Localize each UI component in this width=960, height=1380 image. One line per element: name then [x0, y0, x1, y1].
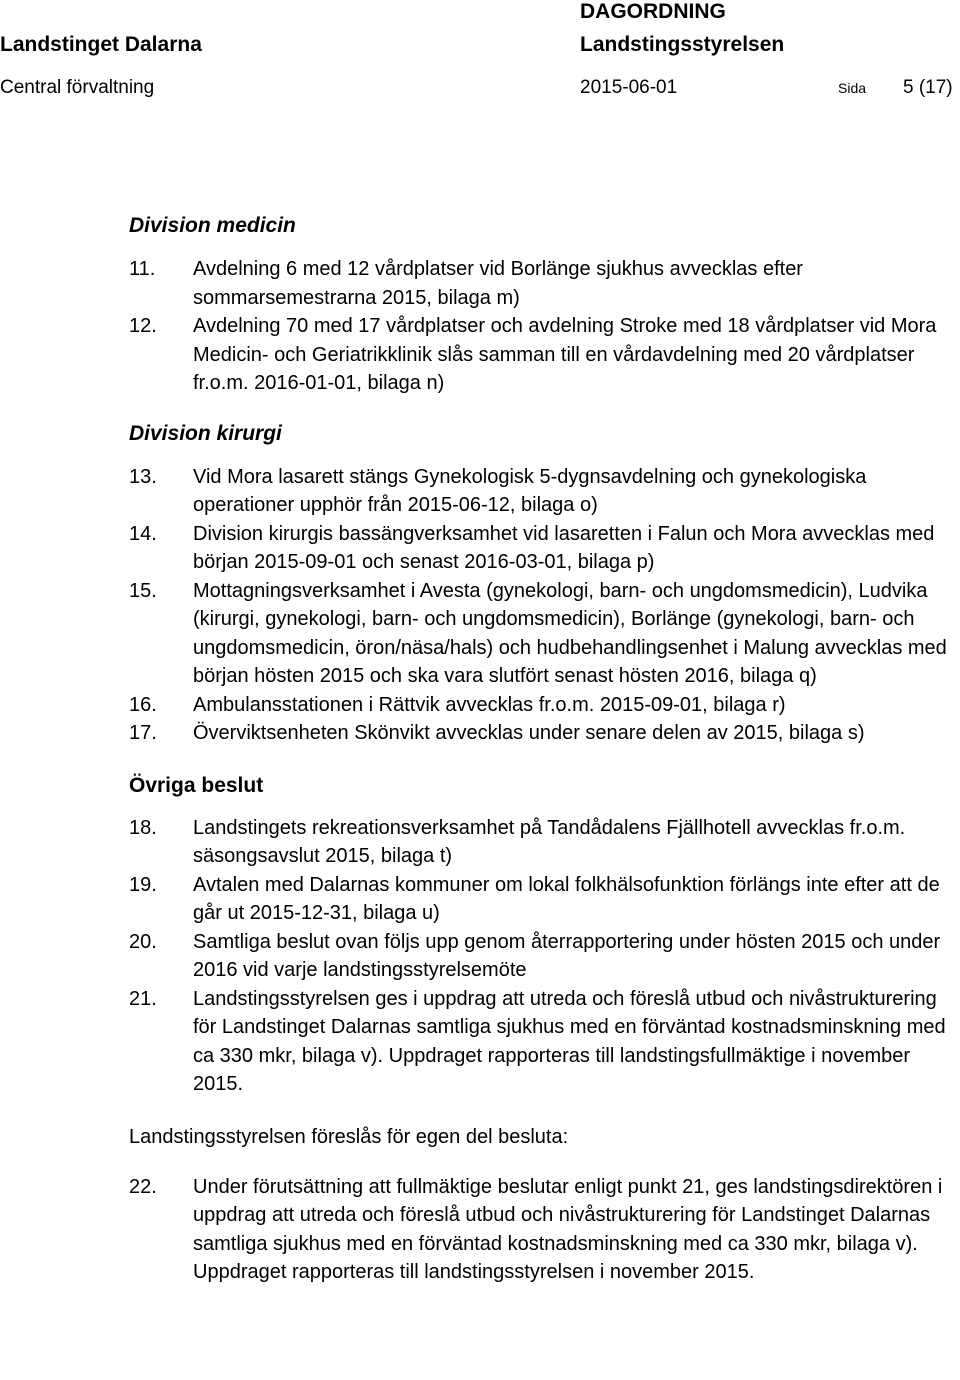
item-number: 16. [129, 693, 157, 716]
page-label: Sida [838, 80, 867, 96]
section-heading-division-medicin: Division medicin [129, 214, 296, 237]
item-text: Överviktsenheten Skönvikt avvecklas under senare delen av 2015, bilaga s) [193, 722, 865, 744]
item-number: 18. [129, 816, 157, 839]
list-item [129, 312, 960, 398]
item-number: 22. [129, 1175, 157, 1198]
list-item [129, 463, 960, 520]
item-text: Landstingsstyrelsen ges i uppdrag att utreda och föreslå utbud och nivåstrukturering för Landstinget Dalarnas samtliga sjukhus med en förväntad kostnadsminskning med ca 330 mkr, bilaga v). Uppdraget rapporteras till landstingsfullmäktige i november 2015. [193, 987, 946, 1095]
item-number: 11. [129, 258, 156, 280]
item-text: Vid Mora lasarett stängs Gynekologisk 5-dygnsavdelning och gynekologiska operationer upphör från 2015-06-12, bilaga o) [193, 465, 867, 516]
item-text: Under förutsättning att fullmäktige beslutar enligt punkt 21, ges landstingsdirektören i uppdrag att utreda och föreslå utbud och nivåstrukturering för Landstinget Dalarnas samtliga sjukhus med en förväntad kostnadsminskning med ca 330 mkr, bilaga v). Uppdraget rapporteras till landstingsstyrelsen i november 2015. [193, 1175, 943, 1283]
list-item [129, 928, 960, 985]
item-number: 20. [129, 930, 157, 953]
list-item [129, 814, 960, 871]
item-text: Division kirurgis bassängverksamhet vid lasaretten i Falun och Mora avvecklas med början 2015-09-01 och senast 2016-03-01, bilaga p) [193, 522, 935, 573]
item-text: Ambulansstationen i Rättvik avvecklas fr.o.m. 2015-09-01, bilaga r) [193, 693, 786, 716]
section-heading-ovriga-beslut: Övriga beslut [129, 773, 264, 797]
page-number: 5 (17) [903, 77, 953, 98]
list-division-kirurgi [129, 463, 960, 748]
list-item [129, 691, 960, 720]
document-date: 2015-06-01 [580, 77, 678, 98]
item-text: Samtliga beslut ovan följs upp genom återrapportering under hösten 2015 och under 2016 vid varje landstingsstyrelsemöte [193, 930, 941, 981]
list-own-decision [129, 1173, 960, 1287]
item-text: Landstingets rekreationsverksamhet på Tandådalens Fjällhotell avvecklas fr.o.m. säsongsavslut 2015, bilaga t) [193, 816, 906, 867]
item-text: Mottagningsverksamhet i Avesta (gynekologi, barn- och ungdomsmedicin), Ludvika (kirurgi, gynekologi, barn- och ungdomsmedicin), Borlänge (gynekologi, barn- och ungdomsmedicin, öron/näsa/hals) och hudbehandlingsenhet i Malung avvecklas med början hösten 2015 och ska vara slutfört senast hösten 2016, bilaga q) [193, 579, 947, 687]
list-item [129, 719, 960, 748]
board-name: Landstingsstyrelsen [580, 33, 785, 56]
list-ovriga-beslut [129, 814, 960, 1099]
organization-name: Landstinget Dalarna [0, 33, 202, 56]
document-body [129, 212, 960, 1287]
item-text: Avdelning 6 med 12 vårdplatser vid Borlänge sjukhus avvecklas efter sommarsemestrarna 2015, bilaga m) [193, 258, 803, 309]
list-division-medicin [129, 255, 960, 398]
list-item [129, 985, 960, 1099]
document-type: DAGORDNING [580, 0, 726, 23]
item-number: 14. [129, 522, 157, 545]
list-item [129, 577, 960, 691]
item-number: 13. [129, 465, 157, 488]
list-item [129, 520, 960, 577]
item-number: 12. [129, 315, 157, 337]
list-item [129, 1173, 960, 1287]
item-number: 17. [129, 722, 157, 744]
item-text: Avtalen med Dalarnas kommuner om lokal folkhälsofunktion förlängs inte efter att de går ut 2015-12-31, bilaga u) [193, 873, 940, 924]
list-item [129, 255, 960, 312]
item-number: 19. [129, 873, 157, 896]
list-item [129, 871, 960, 928]
own-decision-intro: Landstingsstyrelsen föreslås för egen del besluta: [129, 1125, 569, 1148]
item-number: 21. [129, 987, 157, 1010]
department-name: Central förvaltning [0, 77, 155, 98]
item-text: Avdelning 70 med 17 vårdplatser och avdelning Stroke med 18 vårdplatser vid Mora Medicin- och Geriatrikklinik slås samman till en vårdavdelning med 20 vårdplatser fr.o.m. 2016-01-01, bilaga n) [193, 315, 937, 394]
section-heading-division-kirurgi: Division kirurgi [129, 421, 282, 445]
item-number: 15. [129, 579, 157, 602]
